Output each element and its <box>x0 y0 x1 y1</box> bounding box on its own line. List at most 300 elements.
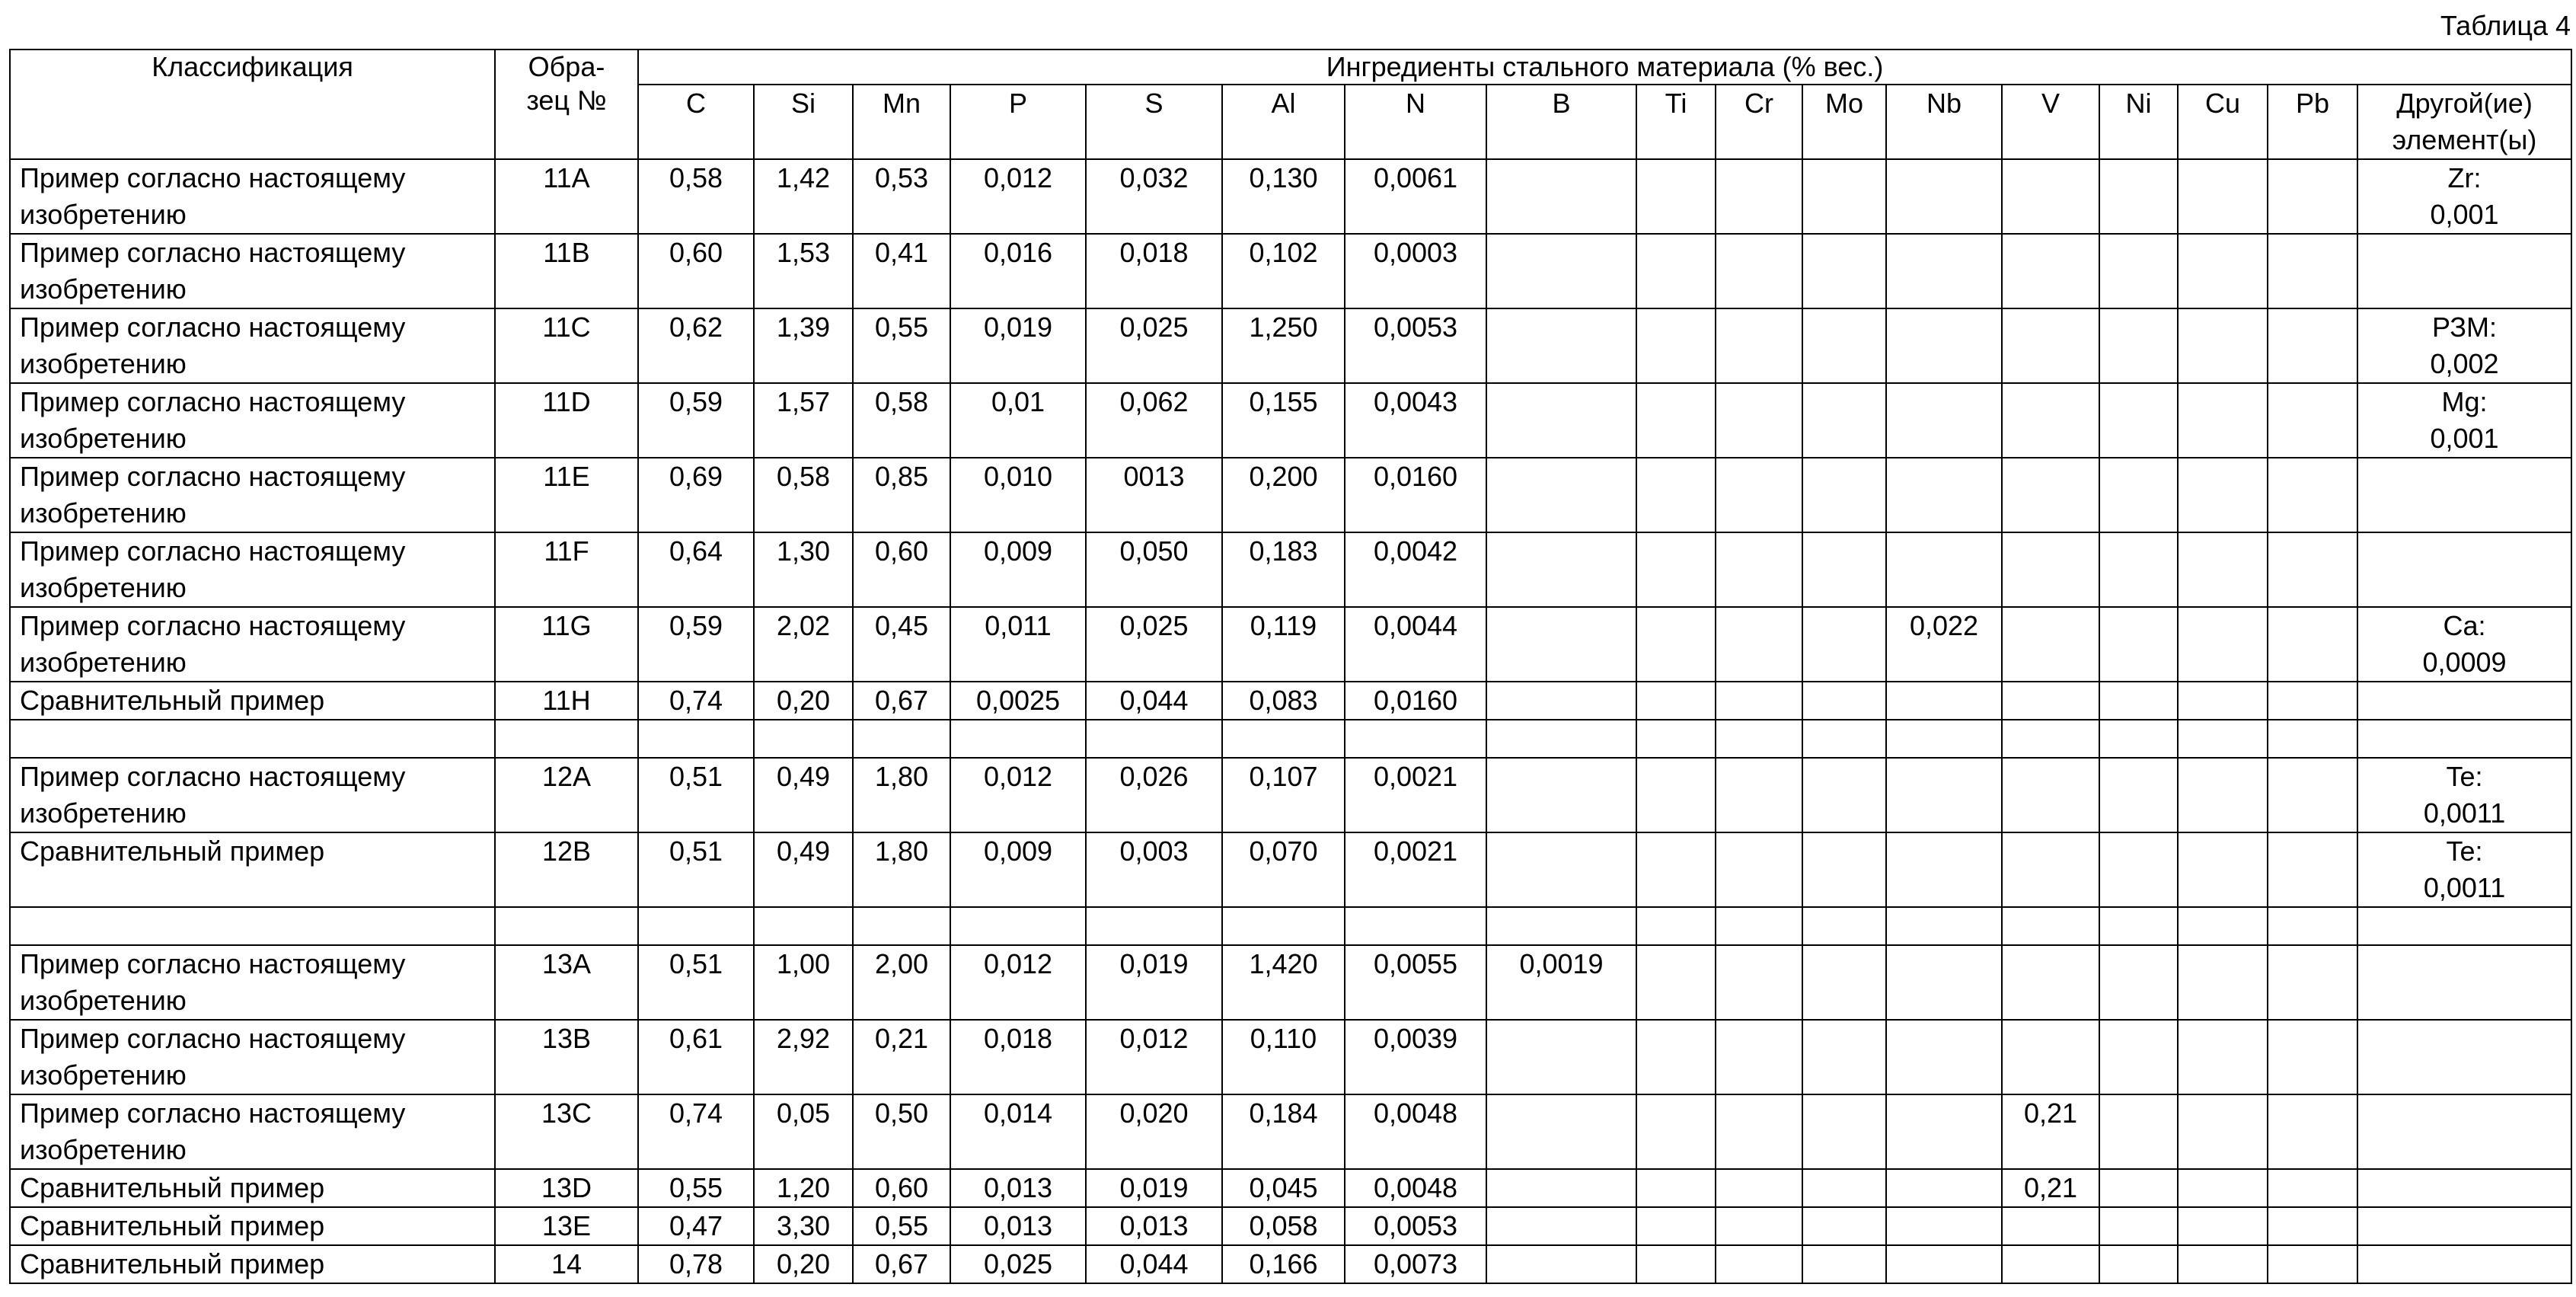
value-cell-cr <box>1716 1169 1802 1207</box>
value-cell-cu <box>2178 383 2268 458</box>
spacer-cell <box>2002 720 2099 758</box>
value-cell-other: Zr: 0,001 <box>2357 159 2571 234</box>
spacer-cell <box>1222 720 1345 758</box>
value-cell-cu <box>2178 945 2268 1020</box>
value-cell-si: 0,49 <box>754 758 853 832</box>
value-cell-ti <box>1636 159 1716 234</box>
value-cell-nb <box>1886 1245 2002 1283</box>
value-cell-nb <box>1886 234 2002 308</box>
spacer-cell <box>2357 907 2571 945</box>
value-cell-mn: 0,60 <box>853 532 950 607</box>
value-cell-mo <box>1802 607 1886 682</box>
value-cell-other: Te: 0,0011 <box>2357 758 2571 832</box>
value-cell-al: 0,119 <box>1222 607 1345 682</box>
sample-id-cell: 14 <box>495 1245 638 1283</box>
value-cell-mo <box>1802 1169 1886 1207</box>
value-cell-b <box>1486 1094 1636 1169</box>
value-cell-nb <box>1886 159 2002 234</box>
value-cell-v <box>2002 458 2099 532</box>
value-cell-other <box>2357 1094 2571 1169</box>
value-cell-s: 0,044 <box>1086 682 1222 720</box>
value-cell-ni <box>2099 1245 2178 1283</box>
spacer-cell <box>638 907 754 945</box>
value-cell-s: 0,050 <box>1086 532 1222 607</box>
value-cell-mn: 0,60 <box>853 1169 950 1207</box>
value-cell-v <box>2002 607 2099 682</box>
value-cell-cu <box>2178 1094 2268 1169</box>
value-cell-n: 0,0039 <box>1345 1020 1486 1094</box>
sample-id-cell: 11C <box>495 308 638 383</box>
sample-id-cell: 13B <box>495 1020 638 1094</box>
value-cell-ti <box>1636 1169 1716 1207</box>
value-cell-pb <box>2268 458 2357 532</box>
value-cell-mn: 0,21 <box>853 1020 950 1094</box>
table-row <box>10 1094 2571 1169</box>
value-cell-pb <box>2268 1020 2357 1094</box>
value-cell-cu <box>2178 1020 2268 1094</box>
sample-id-cell: 11G <box>495 607 638 682</box>
spacer-cell <box>1345 907 1486 945</box>
value-cell-n: 0,0053 <box>1345 1207 1486 1245</box>
value-cell-b <box>1486 832 1636 907</box>
value-cell-ti <box>1636 607 1716 682</box>
table-row <box>10 607 2571 682</box>
value-cell-mo <box>1802 532 1886 607</box>
value-cell-pb <box>2268 607 2357 682</box>
table-caption: Таблица 4 <box>2440 10 2571 41</box>
value-cell-cu <box>2178 1245 2268 1283</box>
value-cell-nb <box>1886 832 2002 907</box>
table-row <box>10 532 2571 607</box>
header-element-mn: Mn <box>853 85 950 159</box>
value-cell-b <box>1486 383 1636 458</box>
value-cell-al: 0,184 <box>1222 1094 1345 1169</box>
value-cell-cr <box>1716 832 1802 907</box>
header-ingredients-group: Ингредиенты стального материала (% вес.) <box>638 50 2571 85</box>
value-cell-n: 0,0048 <box>1345 1169 1486 1207</box>
value-cell-mn: 0,45 <box>853 607 950 682</box>
value-cell-al: 0,083 <box>1222 682 1345 720</box>
value-cell-ni <box>2099 758 2178 832</box>
value-cell-ni <box>2099 1207 2178 1245</box>
spacer-cell <box>10 720 495 758</box>
classification-cell: Пример согласно настоящему изобретению <box>10 1020 495 1094</box>
value-cell-p: 0,012 <box>950 945 1086 1020</box>
value-cell-c: 0,47 <box>638 1207 754 1245</box>
value-cell-nb <box>1886 532 2002 607</box>
spacer-cell <box>2178 907 2268 945</box>
spacer-cell <box>2268 720 2357 758</box>
header-element-other: Другой(ие) элемент(ы) <box>2357 85 2571 159</box>
spacer-row <box>10 720 2571 758</box>
value-cell-al: 0,045 <box>1222 1169 1345 1207</box>
value-cell-mo <box>1802 945 1886 1020</box>
value-cell-other <box>2357 1169 2571 1207</box>
value-cell-cu <box>2178 758 2268 832</box>
value-cell-c: 0,74 <box>638 682 754 720</box>
value-cell-mo <box>1802 458 1886 532</box>
value-cell-si: 1,00 <box>754 945 853 1020</box>
value-cell-p: 0,0025 <box>950 682 1086 720</box>
table-row <box>10 308 2571 383</box>
sample-id-cell: 13E <box>495 1207 638 1245</box>
spacer-cell <box>1886 720 2002 758</box>
spacer-cell <box>1636 907 1716 945</box>
spacer-cell <box>10 907 495 945</box>
value-cell-pb <box>2268 234 2357 308</box>
value-cell-cr <box>1716 1207 1802 1245</box>
value-cell-s: 0,062 <box>1086 383 1222 458</box>
classification-cell: Пример согласно настоящему изобретению <box>10 159 495 234</box>
value-cell-cr <box>1716 1094 1802 1169</box>
header-element-nb: Nb <box>1886 85 2002 159</box>
value-cell-mo <box>1802 682 1886 720</box>
header-element-s: S <box>1086 85 1222 159</box>
sample-id-cell: 11A <box>495 159 638 234</box>
value-cell-cr <box>1716 159 1802 234</box>
header-element-cu: Cu <box>2178 85 2268 159</box>
classification-cell: Пример согласно настоящему изобретению <box>10 458 495 532</box>
value-cell-other: Ca: 0,0009 <box>2357 607 2571 682</box>
value-cell-mn: 0,55 <box>853 308 950 383</box>
value-cell-pb <box>2268 832 2357 907</box>
value-cell-v <box>2002 308 2099 383</box>
classification-cell: Сравнительный пример <box>10 1169 495 1207</box>
value-cell-p: 0,019 <box>950 308 1086 383</box>
spacer-cell <box>2002 907 2099 945</box>
header-row-group <box>10 50 2571 85</box>
value-cell-ni <box>2099 832 2178 907</box>
value-cell-nb <box>1886 682 2002 720</box>
value-cell-al: 0,200 <box>1222 458 1345 532</box>
value-cell-cr <box>1716 1020 1802 1094</box>
classification-cell: Пример согласно настоящему изобретению <box>10 308 495 383</box>
value-cell-nb <box>1886 458 2002 532</box>
header-element-ni: Ni <box>2099 85 2178 159</box>
value-cell-s: 0,019 <box>1086 945 1222 1020</box>
value-cell-p: 0,012 <box>950 159 1086 234</box>
classification-cell: Пример согласно настоящему изобретению <box>10 1094 495 1169</box>
value-cell-n: 0,0160 <box>1345 458 1486 532</box>
value-cell-s: 0,044 <box>1086 1245 1222 1283</box>
value-cell-n: 0,0043 <box>1345 383 1486 458</box>
value-cell-ti <box>1636 682 1716 720</box>
value-cell-mo <box>1802 832 1886 907</box>
value-cell-b <box>1486 1245 1636 1283</box>
value-cell-v <box>2002 945 2099 1020</box>
value-cell-mn: 0,53 <box>853 159 950 234</box>
value-cell-cr <box>1716 682 1802 720</box>
value-cell-ni <box>2099 1169 2178 1207</box>
header-element-cr: Cr <box>1716 85 1802 159</box>
value-cell-s: 0,025 <box>1086 607 1222 682</box>
value-cell-cr <box>1716 607 1802 682</box>
value-cell-other <box>2357 1245 2571 1283</box>
table-body <box>10 159 2571 1283</box>
sample-id-cell: 12A <box>495 758 638 832</box>
value-cell-pb <box>2268 945 2357 1020</box>
value-cell-s: 0,013 <box>1086 1207 1222 1245</box>
value-cell-pb <box>2268 1094 2357 1169</box>
value-cell-ti <box>1636 945 1716 1020</box>
value-cell-ti <box>1636 383 1716 458</box>
value-cell-cr <box>1716 758 1802 832</box>
value-cell-other <box>2357 1207 2571 1245</box>
header-element-b: B <box>1486 85 1636 159</box>
value-cell-p: 0,012 <box>950 758 1086 832</box>
value-cell-p: 0,010 <box>950 458 1086 532</box>
value-cell-s: 0,019 <box>1086 1169 1222 1207</box>
header-element-mo: Mo <box>1802 85 1886 159</box>
spacer-cell <box>1716 907 1802 945</box>
value-cell-c: 0,61 <box>638 1020 754 1094</box>
value-cell-ni <box>2099 532 2178 607</box>
value-cell-pb <box>2268 383 2357 458</box>
header-element-p: P <box>950 85 1086 159</box>
value-cell-mo <box>1802 1207 1886 1245</box>
value-cell-v <box>2002 758 2099 832</box>
spacer-cell <box>853 720 950 758</box>
table-row <box>10 1169 2571 1207</box>
value-cell-ni <box>2099 383 2178 458</box>
value-cell-p: 0,016 <box>950 234 1086 308</box>
value-cell-p: 0,014 <box>950 1094 1086 1169</box>
spacer-cell <box>853 907 950 945</box>
value-cell-al: 0,107 <box>1222 758 1345 832</box>
value-cell-al: 0,166 <box>1222 1245 1345 1283</box>
value-cell-si: 1,42 <box>754 159 853 234</box>
spacer-cell <box>1886 907 2002 945</box>
value-cell-ni <box>2099 1094 2178 1169</box>
value-cell-other: Te: 0,0011 <box>2357 832 2571 907</box>
header-element-al: Al <box>1222 85 1345 159</box>
spacer-cell <box>495 720 638 758</box>
value-cell-nb <box>1886 1020 2002 1094</box>
spacer-cell <box>754 907 853 945</box>
value-cell-nb <box>1886 1207 2002 1245</box>
value-cell-c: 0,51 <box>638 758 754 832</box>
value-cell-al: 0,070 <box>1222 832 1345 907</box>
value-cell-ti <box>1636 1207 1716 1245</box>
value-cell-mo <box>1802 383 1886 458</box>
value-cell-n: 0,0003 <box>1345 234 1486 308</box>
value-cell-n: 0,0073 <box>1345 1245 1486 1283</box>
value-cell-al: 0,058 <box>1222 1207 1345 1245</box>
value-cell-ti <box>1636 458 1716 532</box>
value-cell-cu <box>2178 308 2268 383</box>
spacer-cell <box>2178 720 2268 758</box>
value-cell-b <box>1486 308 1636 383</box>
value-cell-c: 0,59 <box>638 607 754 682</box>
spacer-cell <box>754 720 853 758</box>
table-row <box>10 945 2571 1020</box>
classification-cell: Пример согласно настоящему изобретению <box>10 532 495 607</box>
value-cell-mn: 0,85 <box>853 458 950 532</box>
table-row <box>10 832 2571 907</box>
value-cell-v <box>2002 532 2099 607</box>
spacer-cell <box>1086 720 1222 758</box>
value-cell-v <box>2002 383 2099 458</box>
value-cell-mn: 0,41 <box>853 234 950 308</box>
value-cell-s: 0,020 <box>1086 1094 1222 1169</box>
value-cell-other: Mg: 0,001 <box>2357 383 2571 458</box>
value-cell-cu <box>2178 832 2268 907</box>
header-sample-no <box>495 50 638 159</box>
value-cell-al: 1,250 <box>1222 308 1345 383</box>
value-cell-mn: 0,67 <box>853 1245 950 1283</box>
value-cell-c: 0,64 <box>638 532 754 607</box>
sample-id-cell: 11E <box>495 458 638 532</box>
spacer-row <box>10 907 2571 945</box>
value-cell-si: 1,53 <box>754 234 853 308</box>
value-cell-other <box>2357 1020 2571 1094</box>
value-cell-s: 0,032 <box>1086 159 1222 234</box>
sample-id-cell: 12B <box>495 832 638 907</box>
value-cell-n: 0,0021 <box>1345 832 1486 907</box>
value-cell-v <box>2002 1245 2099 1283</box>
steel-composition-table <box>9 49 2572 1284</box>
value-cell-ni <box>2099 308 2178 383</box>
value-cell-pb <box>2268 308 2357 383</box>
spacer-cell <box>495 907 638 945</box>
value-cell-p: 0,013 <box>950 1169 1086 1207</box>
value-cell-mo <box>1802 234 1886 308</box>
value-cell-pb <box>2268 1245 2357 1283</box>
value-cell-cr <box>1716 1245 1802 1283</box>
header-element-v: V <box>2002 85 2099 159</box>
value-cell-si: 0,49 <box>754 832 853 907</box>
sample-id-cell: 13C <box>495 1094 638 1169</box>
classification-cell: Пример согласно настоящему изобретению <box>10 607 495 682</box>
value-cell-n: 0,0042 <box>1345 532 1486 607</box>
value-cell-p: 0,011 <box>950 607 1086 682</box>
spacer-cell <box>1802 720 1886 758</box>
value-cell-nb <box>1886 758 2002 832</box>
classification-cell: Пример согласно настоящему изобретению <box>10 234 495 308</box>
value-cell-cu <box>2178 1169 2268 1207</box>
value-cell-v <box>2002 832 2099 907</box>
value-cell-mn: 0,58 <box>853 383 950 458</box>
value-cell-mo <box>1802 1245 1886 1283</box>
spacer-cell <box>2099 720 2178 758</box>
table-row <box>10 458 2571 532</box>
value-cell-si: 1,57 <box>754 383 853 458</box>
value-cell-si: 0,20 <box>754 682 853 720</box>
value-cell-c: 0,51 <box>638 945 754 1020</box>
value-cell-p: 0,025 <box>950 1245 1086 1283</box>
value-cell-c: 0,55 <box>638 1169 754 1207</box>
value-cell-cr <box>1716 308 1802 383</box>
value-cell-s: 0,012 <box>1086 1020 1222 1094</box>
value-cell-mn: 2,00 <box>853 945 950 1020</box>
value-cell-b <box>1486 1207 1636 1245</box>
value-cell-ti <box>1636 1094 1716 1169</box>
spacer-cell <box>1716 720 1802 758</box>
value-cell-pb <box>2268 682 2357 720</box>
value-cell-si: 0,05 <box>754 1094 853 1169</box>
value-cell-p: 0,009 <box>950 532 1086 607</box>
table-row <box>10 234 2571 308</box>
value-cell-b <box>1486 682 1636 720</box>
value-cell-mn: 1,80 <box>853 758 950 832</box>
value-cell-b <box>1486 1020 1636 1094</box>
value-cell-mn: 0,50 <box>853 1094 950 1169</box>
value-cell-pb <box>2268 159 2357 234</box>
value-cell-cu <box>2178 607 2268 682</box>
value-cell-ti <box>1636 308 1716 383</box>
value-cell-nb <box>1886 1169 2002 1207</box>
value-cell-c: 0,51 <box>638 832 754 907</box>
spacer-cell <box>1486 907 1636 945</box>
value-cell-ti <box>1636 234 1716 308</box>
value-cell-other <box>2357 458 2571 532</box>
value-cell-mn: 1,80 <box>853 832 950 907</box>
value-cell-ti <box>1636 758 1716 832</box>
table-row <box>10 682 2571 720</box>
table-row <box>10 1245 2571 1283</box>
value-cell-v <box>2002 682 2099 720</box>
value-cell-b <box>1486 758 1636 832</box>
table-row <box>10 758 2571 832</box>
spacer-cell <box>1802 907 1886 945</box>
value-cell-s: 0,025 <box>1086 308 1222 383</box>
header-element-si: Si <box>754 85 853 159</box>
sample-id-cell: 11H <box>495 682 638 720</box>
value-cell-nb <box>1886 1094 2002 1169</box>
value-cell-si: 0,58 <box>754 458 853 532</box>
value-cell-n: 0,0055 <box>1345 945 1486 1020</box>
value-cell-c: 0,78 <box>638 1245 754 1283</box>
value-cell-n: 0,0021 <box>1345 758 1486 832</box>
value-cell-ti <box>1636 1020 1716 1094</box>
value-cell-c: 0,74 <box>638 1094 754 1169</box>
spacer-cell <box>1345 720 1486 758</box>
value-cell-other <box>2357 945 2571 1020</box>
value-cell-n: 0,0061 <box>1345 159 1486 234</box>
value-cell-cr <box>1716 458 1802 532</box>
value-cell-cu <box>2178 1207 2268 1245</box>
value-cell-mo <box>1802 159 1886 234</box>
value-cell-al: 0,130 <box>1222 159 1345 234</box>
value-cell-cr <box>1716 383 1802 458</box>
value-cell-si: 1,20 <box>754 1169 853 1207</box>
table-row <box>10 1020 2571 1094</box>
header-element-c: C <box>638 85 754 159</box>
value-cell-s: 0013 <box>1086 458 1222 532</box>
header-classification: Классификация <box>10 50 495 159</box>
value-cell-ti <box>1636 1245 1716 1283</box>
value-cell-mo <box>1802 758 1886 832</box>
value-cell-v: 0,21 <box>2002 1169 2099 1207</box>
value-cell-si: 2,02 <box>754 607 853 682</box>
spacer-cell <box>1636 720 1716 758</box>
value-cell-cu <box>2178 234 2268 308</box>
value-cell-s: 0,003 <box>1086 832 1222 907</box>
value-cell-ni <box>2099 682 2178 720</box>
spacer-cell <box>950 907 1086 945</box>
value-cell-nb <box>1886 308 2002 383</box>
classification-cell: Сравнительный пример <box>10 1245 495 1283</box>
value-cell-p: 0,009 <box>950 832 1086 907</box>
value-cell-cr <box>1716 532 1802 607</box>
sample-id-cell: 11B <box>495 234 638 308</box>
value-cell-nb <box>1886 945 2002 1020</box>
value-cell-n: 0,0053 <box>1345 308 1486 383</box>
value-cell-c: 0,59 <box>638 383 754 458</box>
value-cell-al: 0,110 <box>1222 1020 1345 1094</box>
value-cell-al: 0,102 <box>1222 234 1345 308</box>
value-cell-c: 0,58 <box>638 159 754 234</box>
